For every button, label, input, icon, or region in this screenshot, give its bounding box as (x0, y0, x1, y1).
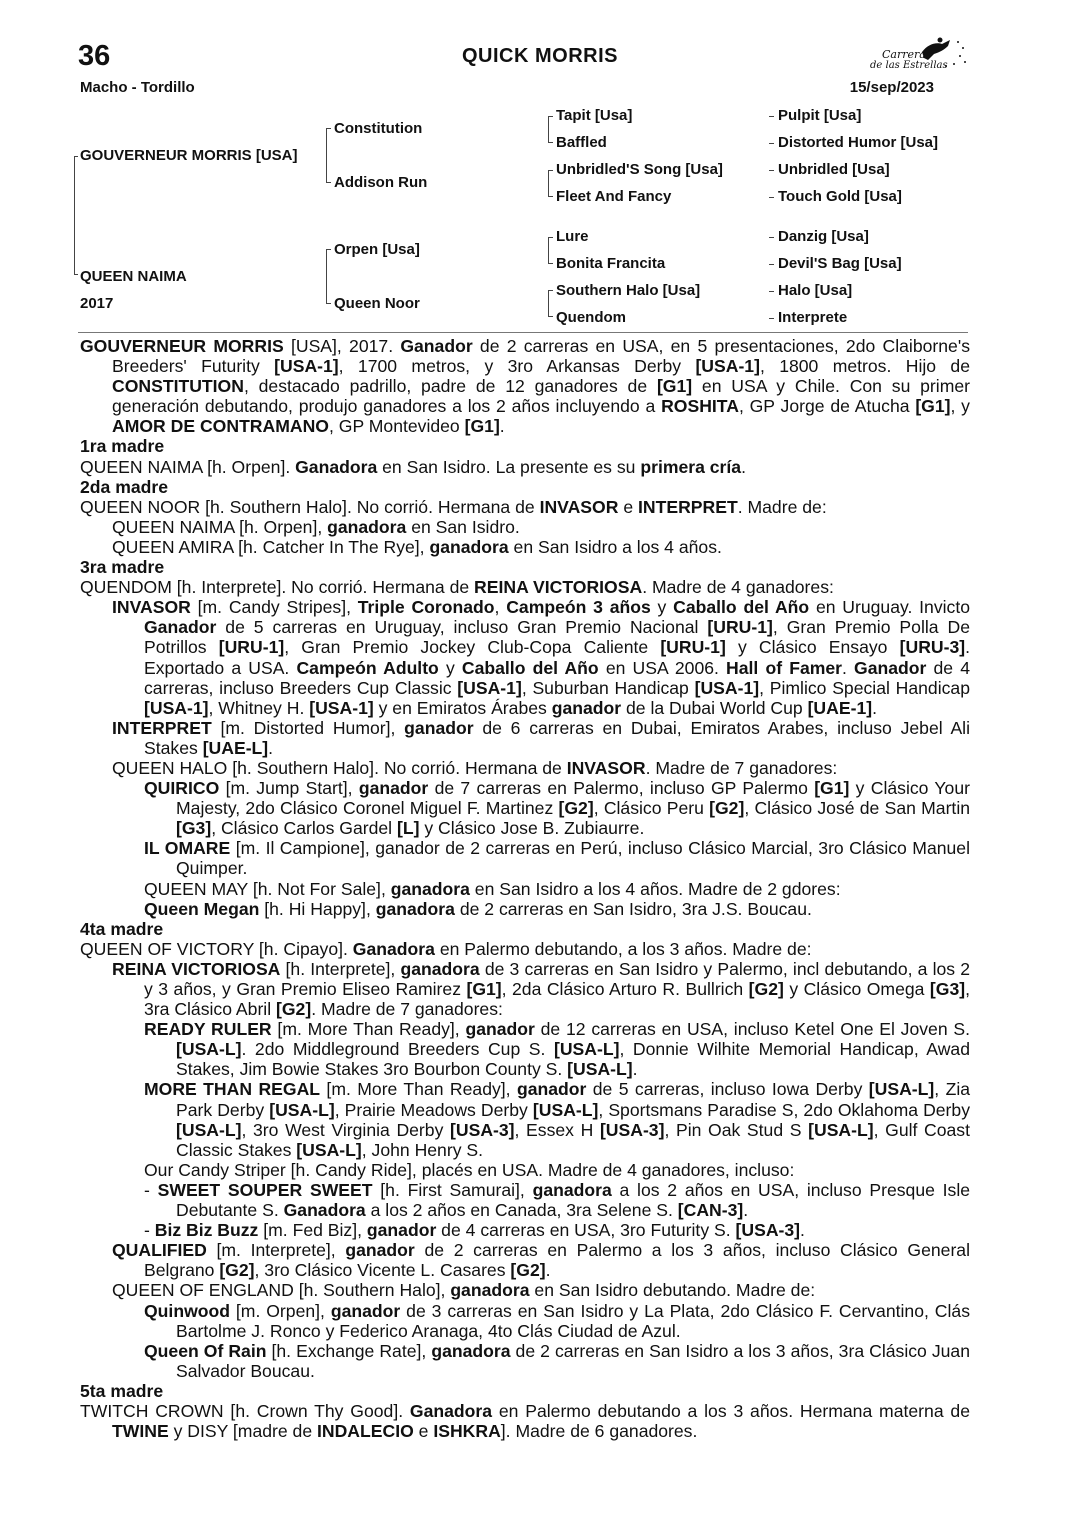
text-run: [m. Distorted Humor], (211, 717, 405, 738)
bold-text: ganadora (429, 536, 509, 557)
bold-text: [USA-1] (695, 356, 760, 377)
bold-text: ISHKRA (433, 1421, 501, 1442)
pedigree-gen3: Baffled (556, 134, 607, 151)
bold-text: [G2] (748, 979, 784, 999)
bold-text: [UAE-L] (202, 737, 269, 758)
text-run: . (632, 1059, 638, 1080)
pedigree-gen3: Fleet And Fancy (556, 188, 672, 205)
text-run: y (650, 597, 674, 618)
text-run: en Palermo debutando a los 3 años. Hermana materna de (492, 1400, 970, 1421)
text-run: de 2 carreras en Palermo a los 3 años, incluso Clásico General Belgrano (144, 1240, 970, 1281)
pedigree-line (548, 237, 553, 238)
bold-text: Ganadora (295, 456, 378, 477)
paragraph (80, 718, 970, 758)
pedigree-gen3: Unbridled'S Song [Usa] (556, 161, 723, 178)
bold-text: [G1] (814, 778, 850, 799)
text-run: . (872, 697, 877, 718)
bold-text: AMOR DE CONTRAMANO (112, 416, 329, 437)
bold-text: [CAN-3] (677, 1200, 744, 1221)
pedigree-line (769, 170, 774, 171)
bold-text: [USA-L] (868, 1079, 935, 1100)
bold-text: REINA VICTORIOSA (112, 958, 281, 979)
pedigree-dam: QUEEN NAIMA (80, 268, 187, 285)
pedigree-year: 2017 (80, 295, 114, 312)
text-run: , destacado padrillo, padre de 12 ganadores de (243, 376, 657, 397)
bold-text: INTERPRET (638, 496, 738, 517)
bold-text: [USA-1] (694, 677, 760, 698)
pedigree-gen2: Queen Noor (334, 295, 420, 312)
text-run: . 2do Middleground Breeders Cup S. (241, 1039, 554, 1060)
text-run: de 5 carreras, incluso Iowa Derby (586, 1079, 869, 1100)
text-run: . (800, 1220, 805, 1241)
pedigree-line (326, 249, 331, 250)
text-run: [h. Interprete], (280, 958, 401, 979)
text-run: de 3 carreras en San Isidro y Palermo, incl debutando, a los 2 y 3 años, y Gran Premio Eliseo Ramirez (144, 958, 970, 999)
paragraph (80, 899, 970, 919)
text-run: , Pimlico Special Handicap (759, 677, 970, 698)
bold-text: [USA-3] (599, 1119, 665, 1140)
bold-text: [URU-3] (899, 637, 966, 658)
bold-text: Caballo del Año (461, 657, 599, 678)
logo-text-1: Carreras (882, 48, 932, 61)
pedigree-line (548, 290, 549, 316)
text-run: [m. Candy Stripes], (190, 597, 358, 618)
text-run: a los 2 años en Canada, 3ra Selene S. (365, 1200, 678, 1221)
bold-text: INDALECIO (317, 1421, 414, 1442)
text-run: y Clásico Jose B. Zubiaurre. (419, 818, 645, 839)
text-run: , GP Montevideo (328, 416, 465, 437)
pedigree-gen3: Lure (556, 228, 589, 245)
text-run: de 12 carreras en USA, incluso Ketel One El Joven S. (534, 1019, 971, 1040)
bold-text: primera cría (640, 456, 742, 477)
sex-color: Macho - Tordillo (80, 79, 195, 96)
text-run: [m. More Than Ready], (320, 1079, 517, 1100)
pedigree-gen4: Distorted Humor [Usa] (778, 134, 939, 151)
bold-text: [G2] (709, 798, 745, 819)
text-run: TWITCH CROWN [h. Crown Thy Good]. (80, 1400, 410, 1421)
pedigree-gen3: Quendom (556, 309, 626, 326)
text-run: . Madre de 4 ganadores: (642, 577, 834, 598)
text-run: , Clásico Peru (593, 798, 710, 819)
pedigree-gen2: Constitution (334, 120, 423, 137)
pedigree-line (548, 316, 553, 317)
section-heading (80, 1381, 970, 1401)
section-heading (80, 557, 970, 577)
bold-text: [G1] (464, 416, 500, 437)
bold-text: [USA-L] (553, 1039, 620, 1060)
pedigree-gen4: Touch Gold [Usa] (778, 188, 902, 205)
pedigree-line (548, 116, 553, 117)
text-run: , Clásico Carlos Gardel (211, 818, 397, 839)
text-run: . Madre de 7 ganadores: (645, 757, 838, 778)
text-run: de 3 carreras en San Isidro y La Plata, 2do Clásico F. Cervantino, Clás Bartolme J. Ronco y Federico Aranaga, 4to Clás Ciudad de Azul. (176, 1300, 970, 1341)
bold-text: QUIRICO (144, 778, 220, 799)
paragraph (80, 537, 970, 557)
text-run: y Clásico Ensayo (725, 637, 900, 658)
paragraph (80, 939, 970, 959)
pedigree-line (769, 116, 774, 117)
paragraph (80, 758, 970, 778)
text-run: [h. Hi Happy], (259, 898, 376, 919)
text-run: . (741, 456, 746, 477)
horse-name: QUICK MORRIS (462, 45, 618, 67)
bold-text: MORE THAN REGAL (144, 1079, 321, 1100)
bold-text: CONSTITUTION (112, 376, 244, 397)
pedigree-line (769, 143, 774, 144)
bold-text: [USA-L] (269, 1099, 335, 1120)
text-run: en San Isidro. La presente es su (377, 456, 641, 477)
bold-text: [USA-L] (296, 1139, 362, 1160)
bold-text: [URU-1] (218, 637, 285, 658)
paragraph (80, 577, 970, 597)
bold-text: READY RULER (144, 1019, 272, 1040)
text-run: , y (950, 396, 970, 417)
text-run: , 1800 metros. Hijo de (759, 356, 970, 377)
text-run: . Madre de 7 ganadores: (311, 999, 503, 1020)
text-run: QUEEN NAIMA [h. Orpen]. (80, 456, 296, 477)
bold-text: IL OMARE (144, 838, 231, 859)
bold-text: Quinwood (144, 1300, 230, 1321)
text-run: en Palermo debutando, a los 3 años. Madre de: (434, 938, 812, 959)
bold-text: QUALIFIED (112, 1240, 207, 1261)
text-run: , 3ra Clásico Abril (144, 979, 970, 1020)
pedigree-line (769, 264, 774, 265)
text-run: , 1700 metros, y 3ro Arkansas Derby (338, 356, 696, 377)
bold-text: Ganadora (283, 1200, 366, 1221)
bold-text: [USA-L] (808, 1119, 874, 1140)
pedigree-line (548, 116, 549, 142)
bold-text: ganador (358, 778, 429, 799)
text-run: , Gran Premio Jockey Club-Copa Caliente (284, 637, 661, 658)
pedigree-gen2: Addison Run (334, 174, 428, 191)
section-heading (80, 436, 970, 456)
bold-text: [URU-1] (660, 637, 726, 658)
text-run: , Sportsmans Paradise S, 2do Oklahoma Derby (598, 1099, 970, 1120)
bold-text: ganadora (390, 878, 470, 899)
paragraph (80, 1160, 970, 1180)
text-run: y Clásico Omega (783, 979, 930, 999)
pedigree-sire: GOUVERNEUR MORRIS [USA] (80, 147, 298, 164)
paragraph (80, 778, 970, 838)
paragraph (80, 1079, 970, 1159)
text-run: [m. Il Campione], ganador de 2 carreras en Perú, incluso Clásico Marcial, 3ro Clásico Manuel Quimper. (176, 838, 970, 879)
text-run: [m. More Than Ready], (271, 1019, 466, 1040)
bold-text: [L] (396, 818, 420, 839)
bold-text: [G2] (276, 999, 312, 1020)
paragraph (80, 1019, 970, 1079)
paragraph (80, 497, 970, 517)
text-run: . (545, 1260, 551, 1281)
paragraph (80, 1401, 970, 1441)
bold-text: Triple Coronado (357, 597, 495, 618)
bold-text: ganadora (431, 1340, 511, 1361)
text-run: de 2 carreras en San Isidro a los 3 años, 3ra Clásico Juan Salvador Boucau. (176, 1340, 970, 1381)
bold-text: ganador (551, 697, 622, 718)
pedigree-line (769, 197, 774, 198)
text-run: [h. First Samurai], (372, 1179, 533, 1200)
bold-text: Ganadora (409, 1400, 493, 1421)
bold-text: REINA VICTORIOSA (474, 577, 643, 598)
pedigree-gen4: Devil'S Bag [Usa] (778, 255, 902, 272)
bold-text: [G3] (176, 818, 212, 839)
text-run: , Zia Park Derby (176, 1079, 971, 1120)
text-run: de 5 carreras en Uruguay, incluso Gran Premio Nacional (216, 617, 708, 638)
paragraph (80, 1341, 970, 1381)
paragraph (80, 1220, 970, 1240)
text-run: en USA 2006. (598, 657, 727, 678)
text-run: QUEEN OF ENGLAND [h. Southern Halo], (112, 1280, 451, 1301)
bold-text: SWEET SOUPER SWEET (157, 1179, 373, 1200)
text-run: y (438, 657, 462, 678)
pedigree-gen2: Orpen [Usa] (334, 241, 420, 258)
bold-text: Caballo del Año (673, 597, 810, 618)
text-run: de 6 carreras en Dubai, Emiratos Arabes, incluso Jebel Ali Stakes (144, 717, 970, 758)
bold-text: [G1] (466, 979, 502, 999)
text-run: QUEEN HALO [h. Southern Halo]. No corrió. Hermana de (112, 757, 567, 778)
bold-text: [G3] (929, 979, 966, 999)
bold-text: [USA-L] (532, 1099, 599, 1120)
text-run: en San Isidro. (406, 516, 520, 537)
pedigree-line (548, 263, 553, 264)
bold-text: INVASOR (112, 597, 191, 618)
text-run: [m. Jump Start], (219, 778, 359, 799)
text-run: 3ra madre (80, 557, 165, 578)
section-heading (80, 919, 970, 939)
bold-text: Queen Megan (144, 898, 260, 919)
paragraph (80, 1240, 970, 1280)
pedigree-gen4: Halo [Usa] (778, 282, 853, 299)
text-run: y DISY [madre de (168, 1421, 317, 1442)
bold-text: ganador (330, 1300, 401, 1321)
text-run: QUEEN MAY [h. Not For Sale], (144, 878, 391, 899)
pedigree-notes (80, 336, 970, 1441)
bold-text: ganadora (375, 898, 455, 919)
text-run: en Uruguay. Invicto (809, 597, 970, 618)
text-run: , Essex H (514, 1119, 600, 1140)
carreras-de-las-estrellas-logo (870, 34, 970, 80)
text-run: - (144, 1220, 155, 1241)
text-run: de 4 carreras, incluso Breeders Cup Classic (144, 657, 971, 698)
bold-text: Campeón Adulto (296, 657, 439, 678)
bold-text: INTERPRET (112, 717, 212, 738)
bold-text: ganadora (450, 1280, 530, 1301)
bold-text: [USA-1] (309, 697, 374, 718)
bold-text: INVASOR (566, 757, 646, 778)
bold-text: [G1] (656, 376, 693, 397)
bold-text: Ganador (854, 657, 927, 678)
text-run: , John Henry S. (361, 1139, 484, 1160)
text-run: de 2 carreras en San Isidro, 3ra J.S. Boucau. (454, 898, 812, 919)
text-run: , Gran Premio Polla De Potrillos (144, 617, 970, 658)
text-run: de 7 carreras en Palermo, incluso GP Palermo (428, 778, 815, 799)
text-run: , Donnie Wilhite Memorial Handicap, Awad Stakes, Jim Bowie Stakes 3ro Bourbon County S. (176, 1039, 970, 1080)
text-run: , Whitney H. (208, 697, 310, 718)
sale-date: 15/sep/2023 (849, 79, 934, 96)
text-run: de 2 carreras en USA, en 5 presentaciones, 2do Claiborne's Breeders' Futurity (112, 336, 970, 377)
pedigree-line (548, 290, 553, 291)
pedigree-gen4: Pulpit [Usa] (778, 107, 862, 124)
bold-text: TWINE (112, 1421, 169, 1442)
paragraph (80, 597, 970, 718)
pedigree-line (326, 128, 327, 182)
text-run: , Pin Oak Stud S (664, 1119, 809, 1140)
bold-text: [USA-L] (176, 1119, 242, 1140)
pedigree-line (326, 182, 331, 183)
pedigree-line (548, 170, 553, 171)
pedigree-line (326, 128, 331, 129)
paragraph (80, 336, 970, 436)
text-run: . Madre de: (737, 496, 827, 517)
pedigree-line (769, 291, 774, 292)
text-run: , 2da Clásico Arturo R. Bullrich (501, 979, 749, 999)
bold-text: ganador (465, 1019, 535, 1040)
text-run: QUENDOM [h. Interprete]. No corrió. Hermana de (80, 577, 475, 598)
bold-text: Queen Of Rain (144, 1340, 267, 1361)
bold-text: Ganador (144, 617, 217, 638)
page-number: 36 (78, 40, 111, 72)
paragraph (80, 879, 970, 899)
pedigree-gen3: Tapit [Usa] (556, 107, 633, 124)
bold-text: [USA-L] (567, 1059, 633, 1080)
bold-text: Hall of Famer (726, 657, 842, 678)
text-run: 4ta madre (80, 918, 164, 939)
pedigree-gen3: Bonita Francita (556, 255, 666, 272)
text-run: ]. Madre de 6 ganadores. (500, 1421, 698, 1442)
text-run: , 3ro West Virginia Derby (241, 1119, 451, 1140)
text-run: QUEEN OF VICTORY [h. Cipayo]. (80, 938, 353, 959)
text-run: de la Dubai World Cup (621, 697, 808, 718)
pedigree-line (326, 303, 331, 304)
bold-text: GOUVERNEUR MORRIS (80, 336, 284, 356)
text-run: e (618, 496, 638, 517)
pedigree-gen3: Southern Halo [Usa] (556, 282, 701, 299)
text-run: en San Isidro debutando. Madre de: (529, 1280, 816, 1301)
text-run: , 3ro Clásico Vicente L. Casares (254, 1260, 511, 1281)
pedigree-line (769, 237, 774, 238)
bold-text: Biz Biz Buzz (154, 1220, 259, 1241)
text-run: [m. Fed Biz], (258, 1220, 367, 1241)
text-run: [m. Orpen], (230, 1300, 331, 1321)
bold-text: [UAE-1] (807, 697, 873, 718)
divider (78, 332, 968, 333)
bold-text: [USA-L] (176, 1039, 242, 1060)
text-run: . (268, 737, 274, 758)
pedigree-line (769, 318, 774, 319)
paragraph (80, 838, 970, 878)
pedigree-line (548, 170, 549, 196)
pedigree-line (74, 156, 75, 274)
text-run: en San Isidro a los 4 años. Madre de 2 gdores: (469, 878, 841, 899)
text-run: QUEEN NOOR [h. Southern Halo]. No corrió. Hermana de (80, 496, 540, 517)
bold-text: ganador (366, 1220, 437, 1241)
bold-text: [USA-1] (144, 697, 209, 718)
text-run: QUEEN AMIRA [h. Catcher In The Rye], (112, 536, 430, 557)
text-run: , Suburban Handicap (521, 677, 695, 698)
text-run: , (494, 597, 507, 618)
paragraph (80, 959, 970, 1019)
bold-text: ganadora (400, 958, 480, 979)
text-run: 2da madre (80, 476, 169, 497)
text-run: - (144, 1179, 158, 1200)
text-run: 1ra madre (80, 436, 165, 457)
bold-text: ROSHITA (661, 396, 739, 417)
bold-text: ganador (345, 1240, 415, 1261)
text-run: . (842, 657, 855, 678)
bold-text: [G2] (510, 1260, 546, 1281)
bold-text: ganador (404, 717, 474, 738)
bold-text: [USA-1] (274, 356, 339, 377)
pedigree-line (74, 156, 78, 157)
pedigree-gen4: Unbridled [Usa] (778, 161, 890, 178)
text-run: , Prairie Meadows Derby (334, 1099, 533, 1120)
pedigree-gen4: Danzig [Usa] (778, 228, 869, 245)
bold-text: INVASOR (539, 496, 619, 517)
text-run: a los 2 años en USA, incluso Presque Isle Debutante S. (176, 1179, 971, 1221)
bold-text: Ganador (400, 336, 473, 356)
paragraph (80, 517, 970, 537)
bold-text: [USA-1] (457, 677, 522, 698)
paragraph (80, 457, 970, 477)
bold-text: [G2] (558, 798, 594, 819)
pedigree-line (548, 142, 553, 143)
text-run: . Exportado a USA. (144, 637, 970, 678)
text-run: en USA y Chile. Con su primer generación debutando, produjo ganadores a los 2 años incluyendo a (112, 376, 971, 417)
section-heading (80, 477, 970, 497)
paragraph (80, 1180, 970, 1220)
text-run: y Clásico Your Majesty, 2do Clásico Coronel Miguel F. Martinez (176, 778, 970, 819)
pedigree-line (548, 196, 553, 197)
bold-text: ganadora (327, 516, 407, 537)
bold-text: [URU-1] (707, 617, 773, 638)
text-run: en San Isidro a los 4 años. (508, 536, 722, 557)
bold-text: Campeón 3 años (506, 597, 651, 618)
text-run: , Gulf Coast Classic Stakes (176, 1119, 970, 1160)
text-run: de 4 carreras en USA, 3ro Futurity S. (436, 1220, 736, 1241)
text-run: , GP Jorge de Atucha (738, 396, 916, 417)
text-run: . (499, 416, 505, 437)
paragraph (80, 1280, 970, 1300)
text-run: e (413, 1421, 434, 1442)
bold-text: [USA-3] (735, 1220, 801, 1241)
bold-text: ganadora (532, 1179, 612, 1200)
text-run: [h. Exchange Rate], (266, 1340, 432, 1361)
logo-text-2: de las Estrellas (870, 60, 948, 71)
text-run: [USA], 2017. (283, 336, 401, 356)
text-run: y en Emiratos Árabes (373, 697, 552, 718)
bold-text: [G1] (915, 396, 951, 417)
text-run: QUEEN NAIMA [h. Orpen], (112, 516, 328, 537)
pedigree-line (74, 274, 78, 275)
text-run: , Clásico José de San Martin (744, 798, 971, 819)
pedigree-line (326, 249, 327, 303)
text-run: 5ta madre (80, 1380, 164, 1401)
bold-text: [G2] (219, 1260, 255, 1281)
text-run: . (743, 1200, 749, 1221)
text-run: Our Candy Striper [h. Candy Ride], placés en USA. Madre de 4 ganadores, incluso: (144, 1159, 795, 1180)
bold-text: ganador (516, 1079, 587, 1100)
text-run: [m. Interprete], (206, 1240, 346, 1261)
paragraph (80, 1301, 970, 1341)
bold-text: [USA-3] (450, 1119, 515, 1140)
pedigree-line (548, 237, 549, 263)
bold-text: Ganadora (352, 938, 435, 959)
pedigree-gen4: Interprete (778, 309, 848, 326)
